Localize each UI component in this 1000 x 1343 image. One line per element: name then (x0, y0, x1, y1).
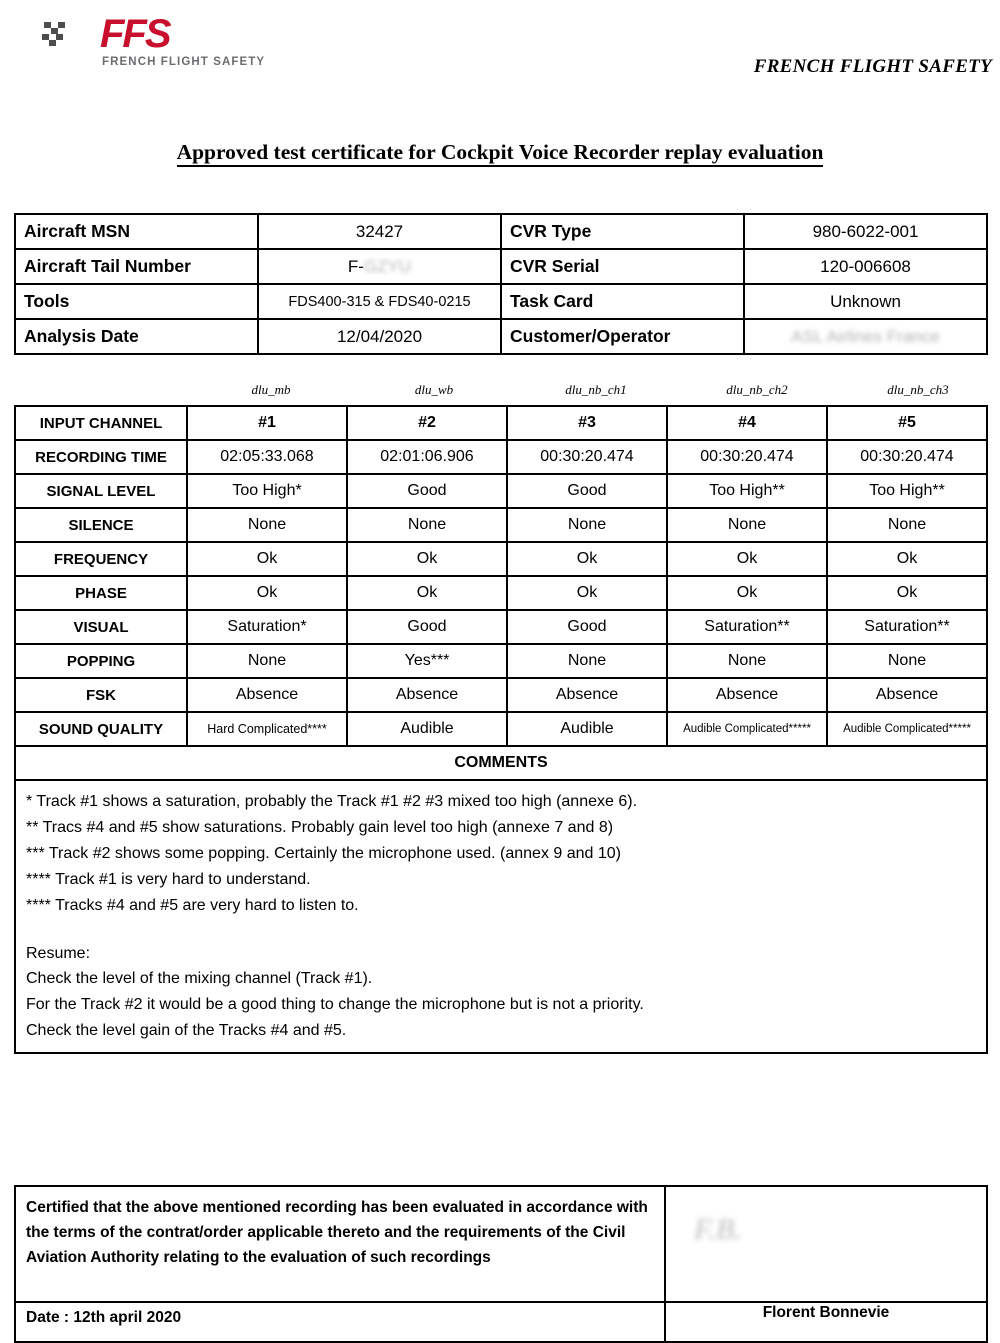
cell-recording-time-1: 02:05:33.068 (187, 440, 347, 474)
info-value-cvr-type: 980-6022-001 (744, 214, 987, 249)
comment-line-5: **** Tracks #4 and #5 are very hard to listen to. (26, 896, 359, 914)
row-label-silence: SILENCE (15, 508, 187, 542)
cell-sound-quality-4: Audible Complicated***** (667, 712, 827, 746)
cell-frequency-5: Ok (827, 542, 987, 576)
aircraft-info-table (14, 213, 988, 355)
cell-phase-1: Ok (187, 576, 347, 610)
table-row (15, 284, 987, 319)
certification-date: Date : 12th april 2020 (15, 1302, 665, 1342)
info-label-cvr-serial: CVR Serial (501, 249, 744, 284)
table-row (15, 214, 987, 249)
cell-phase-5: Ok (827, 576, 987, 610)
cell-frequency-2: Ok (347, 542, 507, 576)
comment-line-3: *** Track #2 shows some popping. Certainly the microphone used. (annex 9 and 10) (26, 844, 622, 862)
table-row-date-signer (15, 1302, 987, 1342)
table-row-popping (15, 644, 987, 678)
logo-letters: FFS (100, 12, 170, 56)
row-label-recording-time: RECORDING TIME (15, 440, 187, 474)
row-label-popping: POPPING (15, 644, 187, 678)
certification-table (14, 1185, 988, 1343)
cell-fsk-1: Absence (187, 678, 347, 712)
info-label-analysis-date: Analysis Date (15, 319, 258, 354)
logo-subtitle: FRENCH FLIGHT SAFETY (102, 56, 266, 68)
info-value-tools: FDS400-315 & FDS40-0215 (258, 284, 501, 319)
cell-popping-1: None (187, 644, 347, 678)
comment-line-4: **** Track #1 is very hard to understand. (26, 870, 311, 888)
info-label-aircraft-msn: Aircraft MSN (15, 214, 258, 249)
info-value-tail-number: F-GZYU (258, 249, 501, 284)
cell-recording-time-4: 00:30:20.474 (667, 440, 827, 474)
cell-fsk-3: Absence (507, 678, 667, 712)
cell-silence-1: None (187, 508, 347, 542)
info-label-cvr-type: CVR Type (501, 214, 744, 249)
cell-fsk-2: Absence (347, 678, 507, 712)
comment-line-2: ** Tracs #4 and #5 show saturations. Probably gain level too high (annexe 7 and 8) (26, 818, 614, 836)
table-row-recording-time (15, 440, 987, 474)
table-row-sound-quality (15, 712, 987, 746)
cell-fsk-5: Absence (827, 678, 987, 712)
channel-name-4: dlu_nb_ch2 (726, 382, 788, 397)
info-value-customer-operator (744, 319, 987, 354)
table-row-comments-header (15, 746, 987, 780)
cell-visual-5: Saturation** (827, 610, 987, 644)
table-row-input-channel (15, 406, 987, 440)
table-row-silence (15, 508, 987, 542)
row-label-phase: PHASE (15, 576, 187, 610)
cell-sound-quality-2: Audible (347, 712, 507, 746)
cell-silence-5: None (827, 508, 987, 542)
cell-popping-3: None (507, 644, 667, 678)
row-label-visual: VISUAL (15, 610, 187, 644)
cell-input-channel-5: #5 (827, 406, 987, 440)
info-value-analysis-date: 12/04/2020 (258, 319, 501, 354)
page-title-text: Approved test certificate for Cockpit Voice Recorder replay evaluation (177, 140, 824, 167)
certification-statement: Certified that the above mentioned recording has been evaluated in accordance with the terms of the contrat/order applicable thereto and the requirements of the Civil Aviation Authority relating to the evaluation of such recordings (15, 1186, 665, 1302)
cell-visual-4: Saturation** (667, 610, 827, 644)
cell-sound-quality-1: Hard Complicated**** (187, 712, 347, 746)
table-row-phase (15, 576, 987, 610)
cell-fsk-4: Absence (667, 678, 827, 712)
cell-visual-1: Saturation* (187, 610, 347, 644)
table-row-comments-body (15, 780, 987, 1053)
row-label-fsk: FSK (15, 678, 187, 712)
channel-name-3: dlu_nb_ch1 (565, 382, 627, 397)
redacted-customer-operator: ASL Airlines France (791, 326, 940, 346)
info-label-tools: Tools (15, 284, 258, 319)
cell-visual-2: Good (347, 610, 507, 644)
channel-name-1: dlu_mb (251, 382, 291, 397)
channel-name-2: dlu_wb (414, 382, 454, 397)
channel-name-5: dlu_nb_ch3 (887, 382, 949, 397)
cell-popping-4: None (667, 644, 827, 678)
info-value-aircraft-msn: 32427 (258, 214, 501, 249)
ffs-logo (42, 12, 272, 74)
cell-recording-time-2: 02:01:06.906 (347, 440, 507, 474)
cell-phase-3: Ok (507, 576, 667, 610)
cell-silence-2: None (347, 508, 507, 542)
table-row-fsk (15, 678, 987, 712)
cell-frequency-3: Ok (507, 542, 667, 576)
cell-recording-time-3: 00:30:20.474 (507, 440, 667, 474)
resume-line-2: For the Track #2 it would be a good thing to change the microphone but is not a priority. (26, 996, 644, 1014)
table-row-certification (15, 1186, 987, 1302)
cell-visual-3: Good (507, 610, 667, 644)
resume-line-3: Check the level gain of the Tracks #4 and #5. (26, 1022, 347, 1040)
document-header (0, 8, 1000, 78)
table-row-signal-level (15, 474, 987, 508)
cell-sound-quality-5: Audible Complicated***** (827, 712, 987, 746)
cell-input-channel-3: #3 (507, 406, 667, 440)
table-row-frequency (15, 542, 987, 576)
row-label-frequency: FREQUENCY (15, 542, 187, 576)
table-row-visual (15, 610, 987, 644)
channel-name-row (14, 382, 986, 400)
cell-silence-4: None (667, 508, 827, 542)
cell-signal-level-3: Good (507, 474, 667, 508)
redacted-tail-number: GZYU (363, 256, 412, 276)
info-label-task-card: Task Card (501, 284, 744, 319)
cvr-evaluation-table (14, 405, 988, 1054)
cell-silence-3: None (507, 508, 667, 542)
cell-input-channel-1: #1 (187, 406, 347, 440)
cell-popping-2: Yes*** (347, 644, 507, 678)
resume-label: Resume: (26, 944, 91, 962)
cell-recording-time-5: 00:30:20.474 (827, 440, 987, 474)
cell-signal-level-1: Too High* (187, 474, 347, 508)
cell-input-channel-2: #2 (347, 406, 507, 440)
table-row (15, 319, 987, 354)
table-row (15, 249, 987, 284)
info-label-tail-number: Aircraft Tail Number (15, 249, 258, 284)
header-company-name: FRENCH FLIGHT SAFETY (753, 56, 992, 77)
cell-input-channel-4: #4 (667, 406, 827, 440)
cell-popping-5: None (827, 644, 987, 678)
info-value-task-card: Unknown (744, 284, 987, 319)
cell-phase-4: Ok (667, 576, 827, 610)
cell-phase-2: Ok (347, 576, 507, 610)
row-label-input-channel: INPUT CHANNEL (15, 406, 187, 440)
signer-name: Florent Bonnevie (665, 1302, 987, 1342)
row-label-signal-level: SIGNAL LEVEL (15, 474, 187, 508)
signature-scribble: F.B. (694, 1213, 742, 1246)
page-title (0, 140, 1000, 165)
cell-frequency-4: Ok (667, 542, 827, 576)
cell-sound-quality-3: Audible (507, 712, 667, 746)
resume-line-1: Check the level of the mixing channel (Track #1). (26, 970, 373, 988)
info-label-customer-operator: Customer/Operator (501, 319, 744, 354)
cell-signal-level-4: Too High** (667, 474, 827, 508)
comment-line-1: * Track #1 shows a saturation, probably the Track #1 #2 #3 mixed too high (annexe 6). (26, 793, 638, 810)
signature-box (665, 1186, 987, 1302)
info-value-cvr-serial: 120-006608 (744, 249, 987, 284)
cell-signal-level-2: Good (347, 474, 507, 508)
checkered-flag-icon (42, 18, 98, 52)
row-label-sound-quality: SOUND QUALITY (15, 712, 187, 746)
comments-header: COMMENTS (15, 746, 987, 780)
comments-body (15, 780, 987, 1053)
cell-frequency-1: Ok (187, 542, 347, 576)
cell-signal-level-5: Too High** (827, 474, 987, 508)
